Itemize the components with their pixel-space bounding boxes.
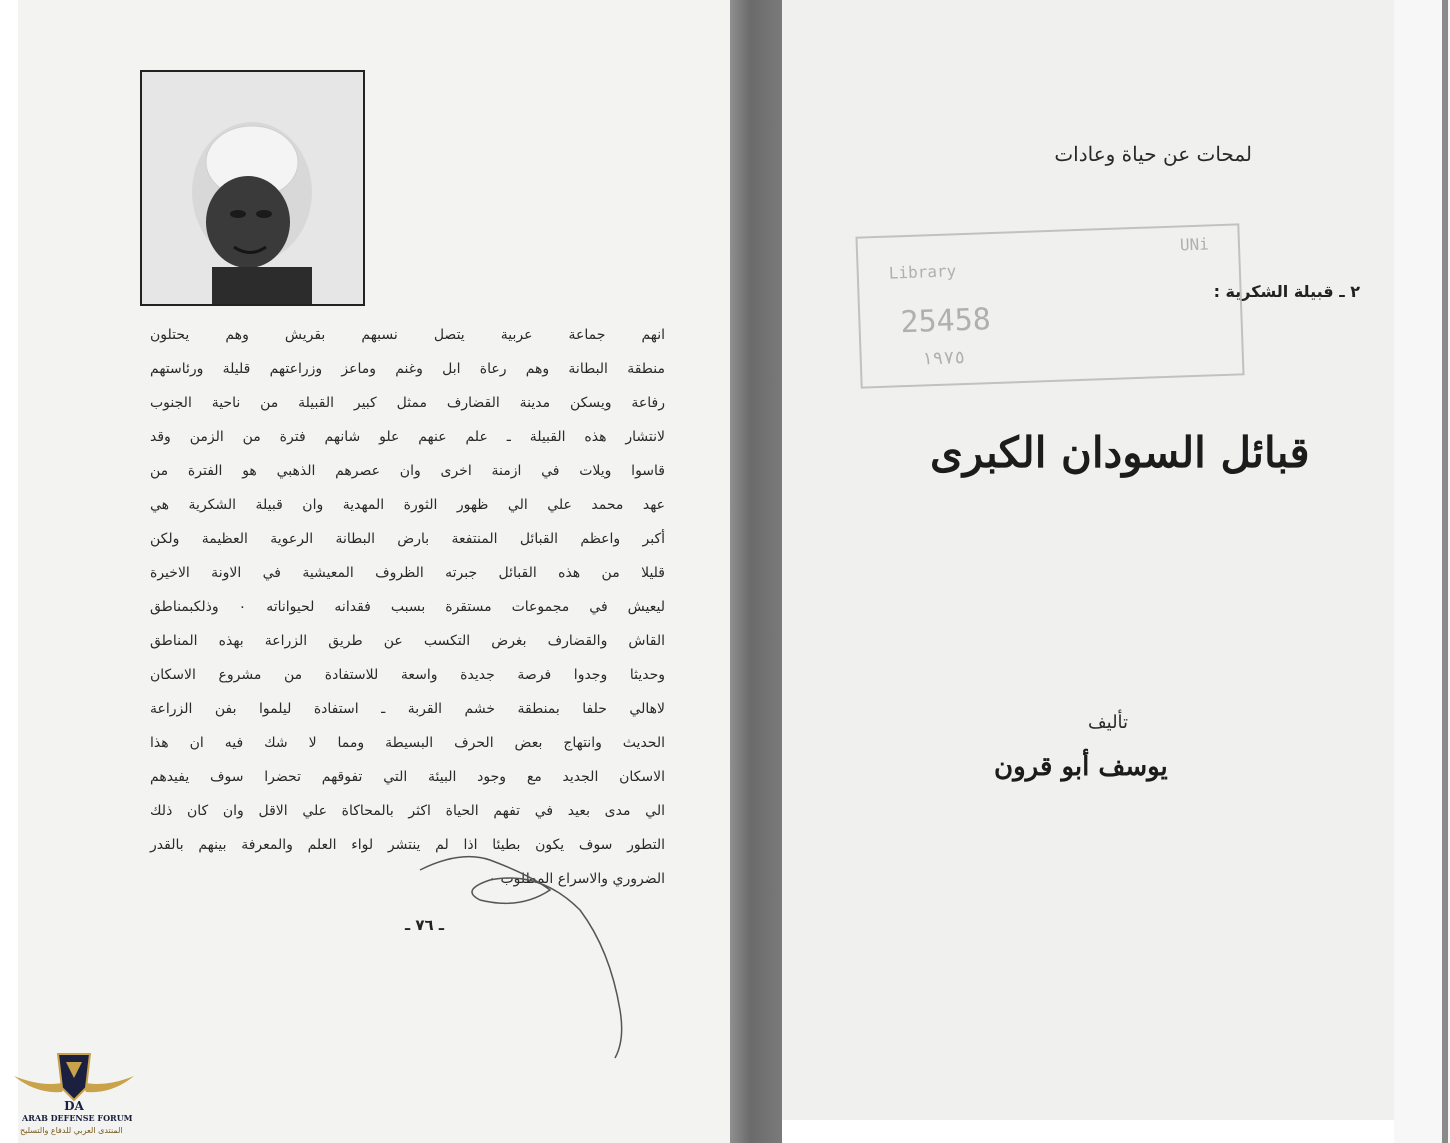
- library-stamp: [855, 223, 1244, 388]
- text-line: القاش والقضارف بغرض التكسب عن طريق الزراعة بهذه المناطق: [150, 633, 665, 649]
- text-line: الاسكان الجديد مع وجود البيئة التي تفوقهم تحضرا سوف يفيدهم: [150, 769, 665, 785]
- stamp-number: 25458: [899, 302, 992, 341]
- author-name: يوسف أبو قرون: [994, 752, 1168, 782]
- series-title: لمحات عن حياة وعادات: [1054, 142, 1252, 166]
- text-line: الحديث وانتهاج بعض الحرف البسيطة ومما لا شك فيه ان هذا: [150, 735, 665, 751]
- logo-subtext: المنتدى العربي للدفاع والتسليح: [20, 1126, 123, 1135]
- body-paragraph: [150, 318, 665, 896]
- text-line: التطور سوف يكون بطيئا اذا لم ينتشر لواء العلم والمعرفة بينهم بالقدر: [150, 837, 665, 853]
- svg-text:DA: DA: [64, 1099, 84, 1113]
- text-line: ليعيش في مجموعات مستقرة بسبب فقدانه لحيواناته ٠ وذلكبمناطق: [150, 599, 665, 615]
- portrait-photo: [140, 70, 365, 306]
- text-line-last: الضروري والاسراع المطلوب ٠: [488, 871, 665, 887]
- logo-text: ARAB DEFENSE FORUM: [22, 1113, 133, 1123]
- stamp-text: Library: [888, 261, 957, 283]
- text-line: عهد محمد علي الي ظهور الثورة المهدية وان قبيلة الشكرية هي: [150, 497, 665, 513]
- text-line: انهم جماعة عربية يتصل نسبهم بقريش وهم يحتلون: [150, 327, 665, 343]
- author-label: تأليف: [1088, 712, 1129, 733]
- text-line: لانتشار هذه القبيلة ـ علم عنهم علو شانهم فترة من الزمن وقد: [150, 429, 665, 445]
- text-line: وحديثا وجدوا فرصة جديدة واسعة للاستفادة من مشروع الاسكان: [150, 667, 665, 683]
- text-line: قاسوا ويلات في ازمنة اخرى وان عصرهم الذهبي هو الفترة من: [150, 463, 665, 479]
- stamp-text: UNi: [1179, 234, 1210, 255]
- text-line: رفاعة ويسكن مدينة القضارف ممثل كبير القبيلة من ناحية الجنوب: [150, 395, 665, 411]
- right-page: [782, 0, 1394, 1120]
- stamp-year: ١٩٧٥: [921, 347, 966, 370]
- book-title: قبائل السودان الكبرى: [930, 428, 1310, 477]
- text-line: منطقة البطانة وهم رعاة ابل وغنم وماعز وزراعتهم قليلة ورئاستهم: [150, 361, 665, 377]
- pen-signature-mark: [400, 830, 650, 1060]
- section-heading: ٢ ـ قبيلة الشكرية :: [1213, 282, 1360, 301]
- page-number: ـ ٧٦ ـ: [405, 916, 445, 934]
- text-line: الي مدى بعيد في تفهم الحياة اكثر بالمحاكاة علي الاقل وان كان ذلك: [150, 803, 665, 819]
- text-line: أكبر واعظم القبائل المنتفعة بارض البطانة الرعوية العظيمة ولكن: [150, 531, 665, 547]
- right-page-edge: [1394, 0, 1450, 1143]
- book-gutter: [730, 0, 782, 1143]
- text-line: قليلا من هذه القبائل جبرته الظروف المعيشية في الاونة الاخيرة: [150, 565, 665, 581]
- text-line: لاهالي حلفا بمنطقة خشم القربة ـ استفادة ليلموا بفن الزراعة: [150, 701, 665, 717]
